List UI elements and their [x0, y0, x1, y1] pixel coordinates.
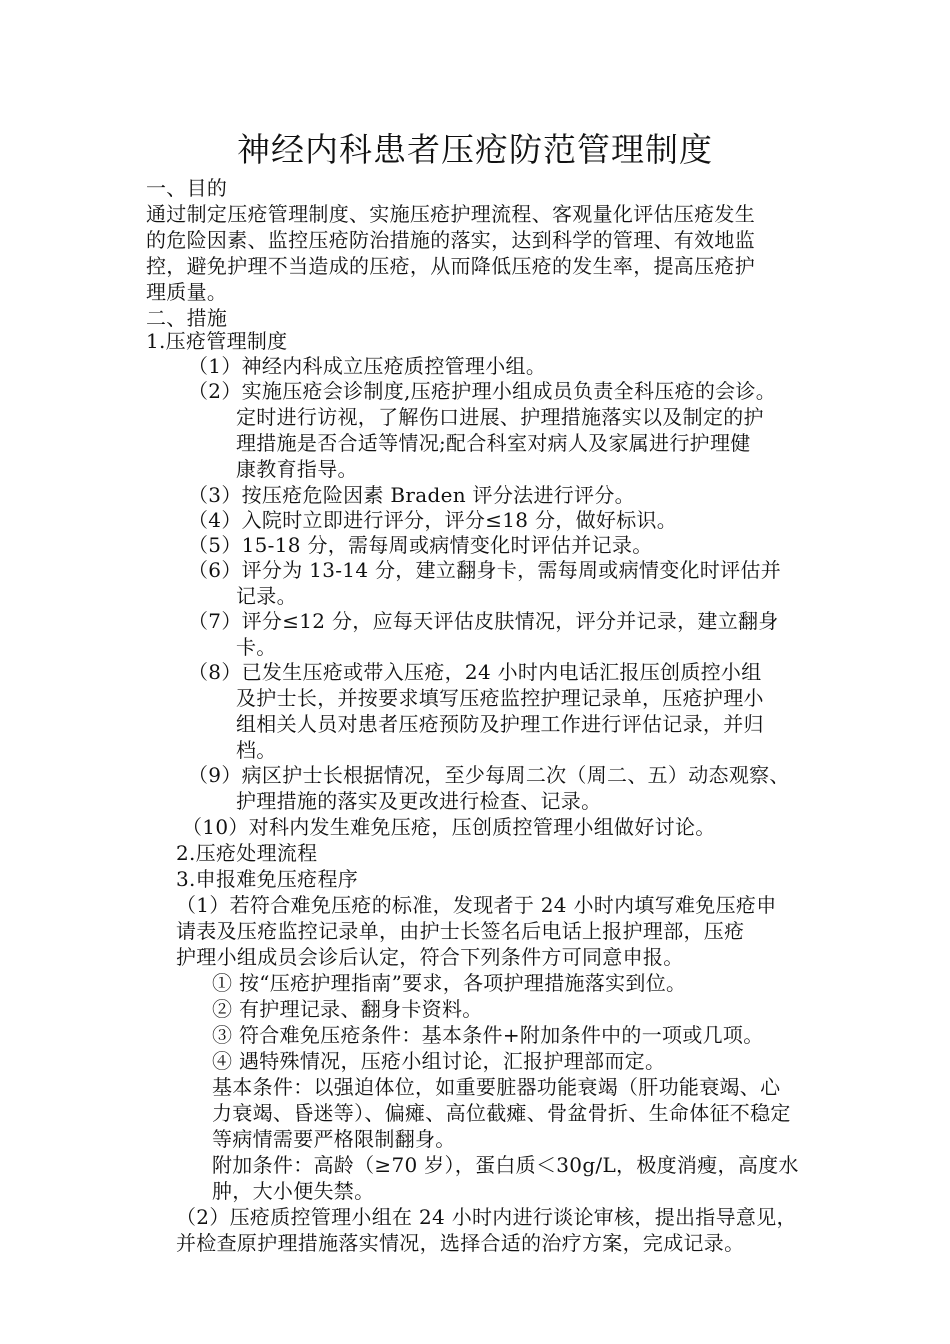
paragraph-line: 控，避免护理不当造成的压疮，从而降低压疮的发生率，提高压疮护	[146, 254, 755, 278]
paragraph-line: （2）压疮质控管理小组在 24 小时内进行谈论审核，提出指导意见，	[176, 1205, 797, 1229]
list-item: （8）已发生压疮或带入压疮，24 小时内电话汇报压创质控小组	[188, 660, 762, 684]
list-item: （6）评分为 13-14 分，建立翻身卡，需每周或病情变化时评估并	[188, 558, 781, 582]
list-item: （4）入院时立即进行评分，评分≤18 分，做好标识。	[188, 508, 678, 532]
section-heading-purpose: 一、目的	[146, 176, 228, 200]
section-heading-measures: 二、措施	[146, 306, 228, 330]
condition-item: ③ 符合难免压疮条件：基本条件+附加条件中的一项或几项。	[212, 1023, 764, 1047]
subsection-heading: 2.压疮处理流程	[176, 841, 318, 865]
paragraph-line: 等病情需要严格限制翻身。	[212, 1127, 456, 1151]
list-item-continuation: 记录。	[236, 584, 297, 608]
paragraph-line: 力衰竭、昏迷等）、偏瘫、高位截瘫、骨盆骨折、生命体征不稳定	[212, 1101, 791, 1125]
list-item: （7）评分≤12 分，应每天评估皮肤情况，评分并记录，建立翻身	[188, 609, 779, 633]
list-item-continuation: 护理措施的落实及更改进行检查、记录。	[236, 789, 602, 813]
list-item: （2）实施压疮会诊制度,压疮护理小组成员负责全科压疮的会诊。	[188, 379, 777, 403]
paragraph-line: 并检查原护理措施落实情况，选择合适的治疗方案，完成记录。	[176, 1231, 745, 1255]
subsection-heading: 3.申报难免压疮程序	[176, 867, 359, 891]
paragraph-line: 护理小组成员会诊后认定，符合下列条件方可同意申报。	[176, 945, 684, 969]
list-item: （1）神经内科成立压疮质控管理小组。	[188, 354, 547, 378]
paragraph-line: 请表及压疮监控记录单，由护士长签名后电话上报护理部，压疮	[176, 919, 745, 943]
list-item-continuation: 及护士长，并按要求填写压疮监控护理记录单，压疮护理小	[236, 686, 764, 710]
list-item-continuation: 档。	[236, 738, 277, 762]
list-item-continuation: 康教育指导。	[236, 457, 358, 481]
list-item: （5）15-18 分，需每周或病情变化时评估并记录。	[188, 533, 653, 557]
paragraph-line: 通过制定压疮管理制度、实施压疮护理流程、客观量化评估压疮发生	[146, 202, 755, 226]
list-item-continuation: 理措施是否合适等情况;配合科室对病人及家属进行护理健	[236, 431, 751, 455]
paragraph-line: 附加条件：高龄（≥70 岁），蛋白质＜30g/L，极度消瘦，高度水	[212, 1153, 799, 1177]
document-title: 神经内科患者压疮防范管理制度	[237, 130, 713, 169]
paragraph-line: 的危险因素、监控压疮防治措施的落实，达到科学的管理、有效地监	[146, 228, 755, 252]
condition-item: ① 按“压疮护理指南”要求，各项护理措施落实到位。	[212, 971, 687, 995]
list-item-continuation: 卡。	[236, 635, 277, 659]
list-item: （3）按压疮危险因素 Braden 评分法进行评分。	[188, 483, 635, 507]
condition-item: ② 有护理记录、翻身卡资料。	[212, 997, 483, 1021]
list-item: （10）对科内发生难免压疮，压创质控管理小组做好讨论。	[182, 815, 716, 839]
condition-item: ④ 遇特殊情况，压疮小组讨论，汇报护理部而定。	[212, 1049, 666, 1073]
paragraph-line: 肿，大小便失禁。	[212, 1179, 375, 1203]
paragraph-line: 基本条件：以强迫体位，如重要脏器功能衰竭（肝功能衰竭、心	[212, 1075, 781, 1099]
subsection-heading: 1.压疮管理制度	[146, 329, 288, 353]
list-item-continuation: 定时进行访视，了解伤口进展、护理措施落实以及制定的护	[236, 405, 764, 429]
list-item-continuation: 组相关人员对患者压疮预防及护理工作进行评估记录，并归	[236, 712, 764, 736]
paragraph-line: 理质量。	[146, 280, 228, 304]
paragraph-line: （1）若符合难免压疮的标准，发现者于 24 小时内填写难免压疮申	[176, 893, 777, 917]
list-item: （9）病区护士长根据情况，至少每周二次（周二、五）动态观察、	[188, 763, 790, 787]
